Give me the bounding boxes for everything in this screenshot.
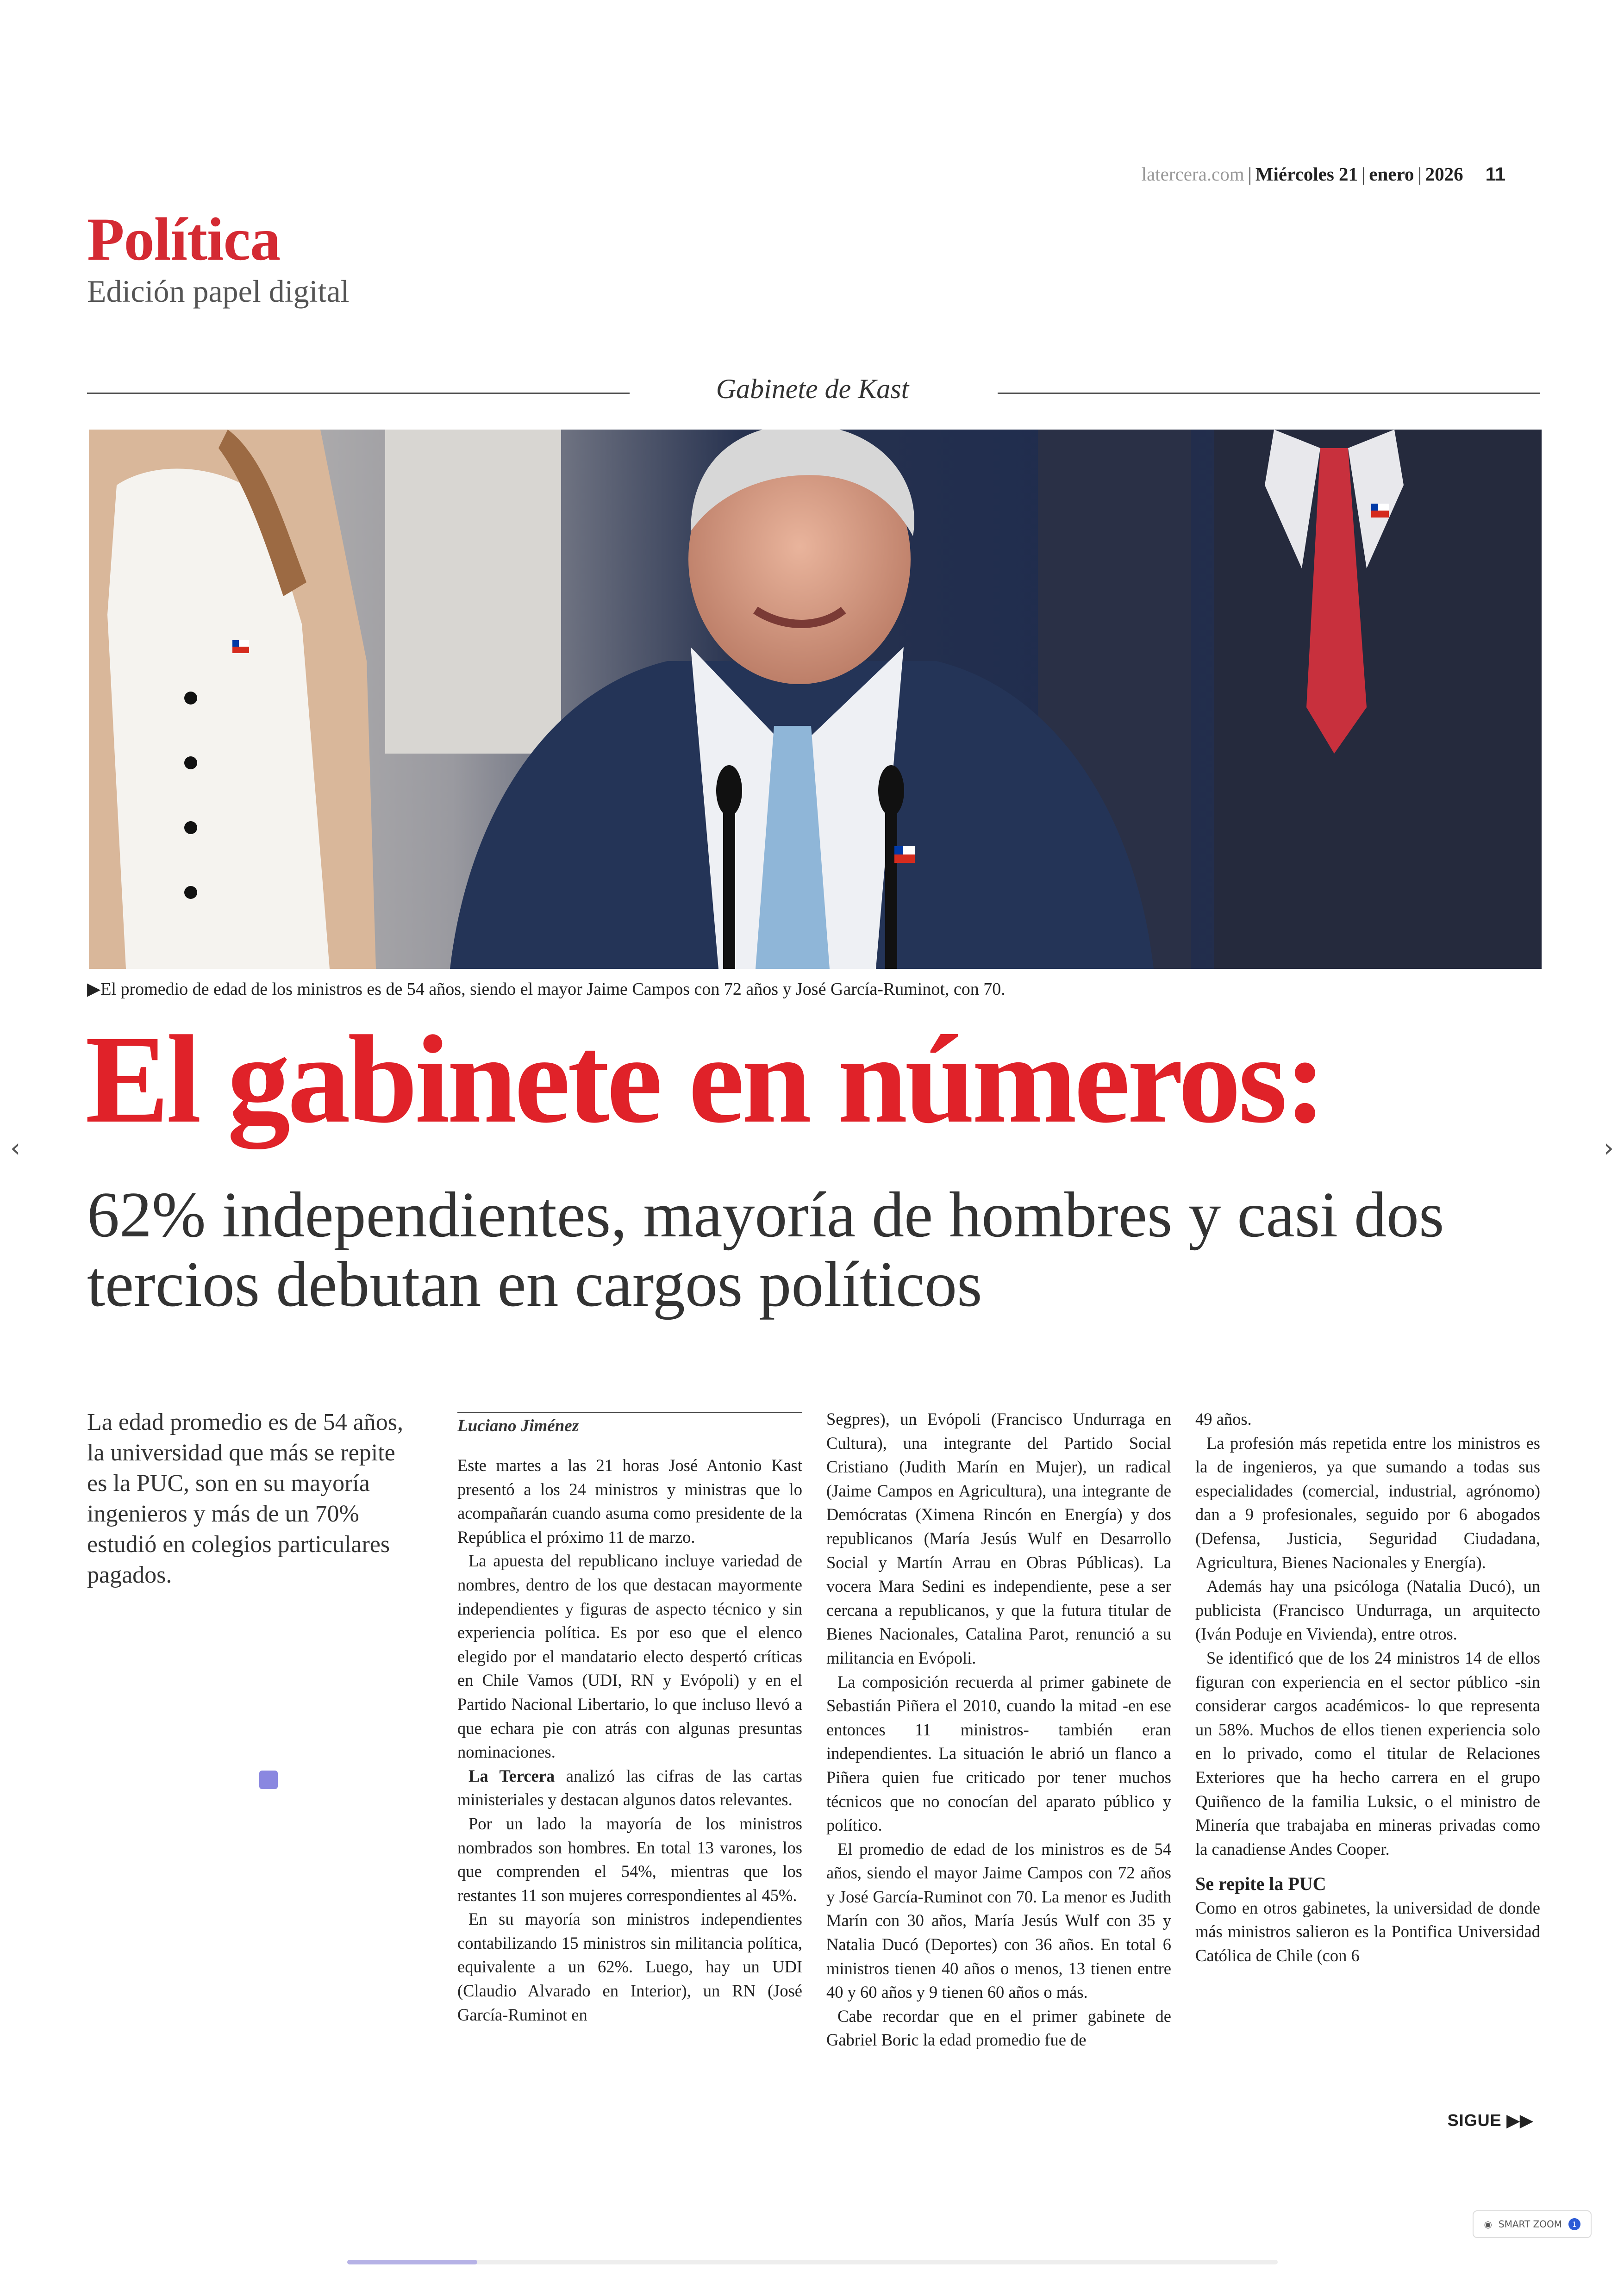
prev-page-arrow-icon[interactable]: ‹ bbox=[10, 1133, 21, 1163]
section-title: Política bbox=[87, 205, 281, 273]
page-number: 11 bbox=[1485, 163, 1505, 185]
byline-block bbox=[457, 1412, 802, 1436]
paragraph: 49 años. bbox=[1195, 1409, 1252, 1428]
lead-photo bbox=[89, 430, 1542, 969]
paragraph: Por un lado la mayoría de los ministros nombrados son hombres. En total 13 varones, los que comprenden el 54%, mientras que los restantes 11 son mujeres correspondientes al 45%. bbox=[457, 1814, 802, 1905]
header-month: enero bbox=[1369, 163, 1414, 185]
header-meta: latercera.com | Miércoles 21 | enero | 2026 11 bbox=[1141, 163, 1505, 185]
page-progress-track[interactable] bbox=[347, 2260, 1278, 2264]
byline: Luciano Jiménez bbox=[457, 1416, 579, 1435]
next-page-arrow-icon[interactable]: › bbox=[1603, 1133, 1614, 1163]
paragraph: Segpres), un Evópoli (Francisco Undurraga en Cultura), una integrante del Partido Social Cristiano (Judith Marín en Mujer), un radical (Jaime Campos en Agricultura), una integrante de Demócratas (Ximena Rincón en Energía) y dos republicanos (María Jesús Wulf en Desarrollo Social y Martín Arrau en Obras Públicas). La vocera Mara Sedini es independiente, pese a ser cercana a republicanos, y que la futura titular de Bienes Nacionales, Catalina Parot, renunció a su militancia en Evópoli. bbox=[826, 1409, 1171, 1667]
paragraph: La Tercera analizó las cifras de las cartas ministeriales y destacan algunos datos relevantes. bbox=[457, 1766, 802, 1809]
note-icon[interactable] bbox=[259, 1771, 278, 1789]
section-subtitle: Se repite la PUC bbox=[1195, 1873, 1326, 1895]
paragraph: La composición recuerda al primer gabinete de Sebastián Piñera el 2010, cuando la mitad -en ese entonces 11 ministros- también eran independientes. La situación le abrió un flanco a Piñera quien fue criticado por tener muchos técnicos que no conocían del aparato público y político. bbox=[826, 1672, 1171, 1835]
page-progress-fill bbox=[347, 2260, 477, 2264]
headline: El gabinete en números: bbox=[85, 1010, 1324, 1149]
eye-icon: ◉ bbox=[1484, 2219, 1492, 2230]
body-column-1 bbox=[457, 1453, 802, 2027]
la-tercera-mention: La Tercera bbox=[468, 1766, 555, 1785]
subheadline: 62% independientes, mayoría de hombres y casi dos tercios debutan en cargos políticos bbox=[87, 1179, 1444, 1320]
header-year: 2026 bbox=[1425, 163, 1463, 185]
paragraph: Como en otros gabinetes, la universidad de donde más ministros salieron es la Pontifica Universidad Católica de Chile (con 6 bbox=[1195, 1898, 1540, 1965]
kicker-rule-right bbox=[998, 393, 1540, 394]
smart-zoom-count: 1 bbox=[1568, 2218, 1580, 2230]
smart-zoom-button[interactable] bbox=[1473, 2210, 1592, 2238]
edition-label: Edición papel digital bbox=[87, 274, 350, 309]
body-column-2 bbox=[826, 1407, 1171, 2052]
header-day: Miércoles 21 bbox=[1255, 163, 1358, 185]
kicker-rule-left bbox=[87, 393, 630, 394]
site-name[interactable]: latercera.com bbox=[1141, 163, 1244, 185]
paragraph: Cabe recordar que en el primer gabinete de Gabriel Boric la edad promedio fue de bbox=[826, 2006, 1171, 2050]
paragraph: La apuesta del republicano incluye variedad de nombres, dentro de los que destacan mayormente independientes y figuras de aspecto técnico y sin experiencia política. Es por eso que el elenco elegido por el mandatario electo despertó críticas en Chile Vamos (UDI, RN y Evópoli) y en el Partido Nacional Libertario, lo que incluso llevó a que echara pie con atrás con algunas presuntas nominaciones. bbox=[457, 1551, 802, 1762]
lede: La edad promedio es de 54 años, la universidad que más se repite es la PUC, son en su mayoría ingenieros y más de un 70% estudió en colegios particulares pagados. bbox=[87, 1409, 404, 1588]
smart-zoom-label: SMART ZOOM bbox=[1498, 2219, 1562, 2230]
paragraph: En su mayoría son ministros independientes contabilizando 15 ministros sin militancia política, equivalente a un 62%. Luego, hay un UDI (Claudio Alvarado en Interior), un RN (José García-Ruminot en bbox=[457, 1909, 802, 2024]
paragraph: La profesión más repetida entre los ministros es la de ingenieros, ya que sumando a todas sus especialidades (comercial, industrial, agrónomo) dan a 9 profesionales, seguido por 6 abogados (Defensa, Justicia, Seguridad Ciudadana, Agricultura, Bienes Nacionales y Energía). bbox=[1195, 1433, 1540, 1572]
paragraph: Además hay una psicóloga (Natalia Ducó), un publicista (Francisco Undurraga, un arquitecto (Iván Poduje en Vivienda), entre otros. bbox=[1195, 1577, 1540, 1644]
body-column-3 bbox=[1195, 1407, 1540, 1968]
photo-caption: ▶El promedio de edad de los ministros es de 54 años, siendo el mayor Jaime Campos con 72 años y José García-Ruminot, con 70. bbox=[87, 979, 1006, 999]
paragraph: Se identificó que de los 24 ministros 14 de ellos figuran con experiencia en el sector público -sin considerar cargos académicos- lo que representa un 58%. Muchos de ellos tienen experiencia solo en lo privado, como el titular de Relaciones Exteriores que ha hecho carrera en el grupo Quiñenco de la familia Luksic, o el ministro de Minería que trabajaba en mineras privadas como la canadiense Andes Cooper. bbox=[1195, 1648, 1540, 1858]
photo-illustration bbox=[89, 430, 1542, 969]
kicker: Gabinete de Kast bbox=[716, 374, 909, 404]
paragraph: Este martes a las 21 horas José Antonio Kast presentó a los 24 ministros y ministras que lo acompañarán cuando asuma como presidente de la República el próximo 11 de marzo. bbox=[457, 1456, 802, 1547]
continue-label[interactable]: SIGUE ▶▶ bbox=[1447, 2111, 1533, 2130]
paragraph: El promedio de edad de los ministros es de 54 años, siendo el mayor Jaime Campos con 72 años y José García-Ruminot con 70. La menor es Judith Marín con 30 años, María Jesús Wulf con 35 y Natalia Ducó (Deportes) con 36 años. En total 6 ministros tienen 40 años o menos, 13 tienen entre 40 y 60 años y 9 tienen 60 años o más. bbox=[826, 1839, 1171, 2002]
